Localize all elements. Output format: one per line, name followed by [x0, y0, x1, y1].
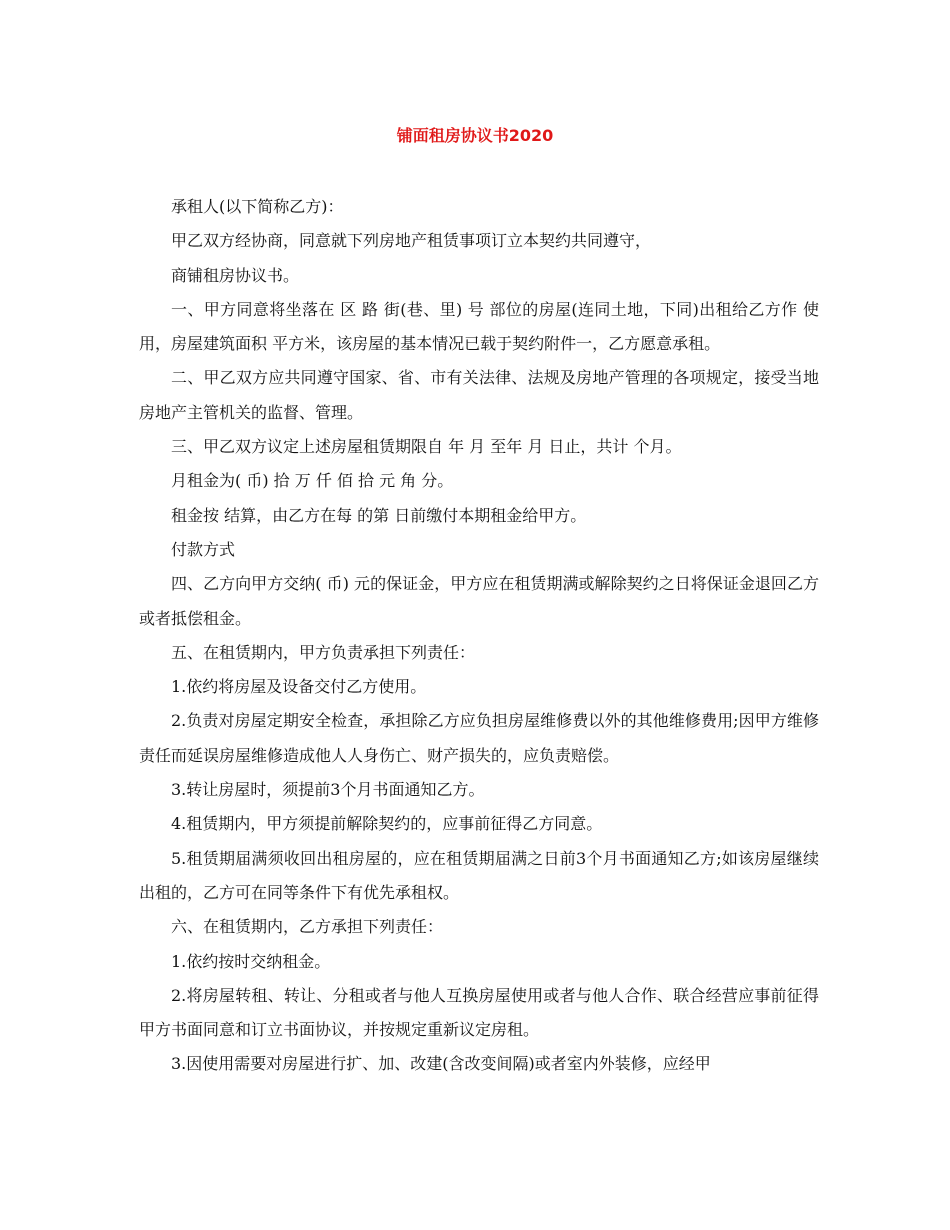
- list-item: 2.将房屋转租、转让、分租或者与他人互换房屋使用或者与他人合作、联合经营应事前征得甲方书面同意和订立书面协议，并按规定重新议定房租。: [139, 985, 819, 1040]
- paragraph-agreement-intro: 甲乙双方经协商，同意就下列房地产租赁事项订立本契约共同遵守，: [171, 231, 652, 251]
- list-item: 5.租赁期届满须收回出租房屋的，应在租赁期届满之日前3个月书面通知乙方;如该房屋继续出租的，乙方可在同等条件下有优先承租权。: [139, 848, 819, 902]
- list-item: 1.依约将房屋及设备交付乙方使用。: [171, 677, 427, 697]
- paragraph-clause-4: 四、乙方向甲方交纳( 币) 元的保证金，甲方应在租赁期满或解除契约之日将保证金退回乙方或者抵偿租金。: [139, 574, 819, 628]
- paragraph-clause-6: 六、在租赁期内，乙方承担下列责任：: [171, 917, 444, 937]
- list-item: 2.负责对房屋定期安全检查，承担除乙方应负担房屋维修费以外的其他维修费用;因甲方维修责任而延误房屋维修造成他人人身伤亡、财产损失的，应负责赔偿。: [139, 711, 819, 765]
- paragraph-rent-settlement: 租金按 结算，由乙方在每 的第 日前缴付本期租金给甲方。: [171, 505, 587, 525]
- paragraph-doc-name: 商铺租房协议书。: [171, 265, 300, 285]
- document-title: 铺面租房协议书2020: [396, 126, 554, 145]
- paragraph-payment-method: 付款方式: [171, 539, 236, 559]
- paragraph-clause-1: 一、甲方同意将坐落在 区 路 街(巷、里) 号 部位的房屋(连同土地，下同)出租给乙方作 使用，房屋建筑面积 平方米，该房屋的基本情况已载于契约附件一，乙方愿意承租。: [139, 299, 819, 354]
- list-item: 3.转让房屋时，须提前3个月书面通知乙方。: [171, 780, 485, 800]
- list-item: 3.因使用需要对房屋进行扩、加、改建(含改变间隔)或者室内外装修，应经甲: [171, 1054, 711, 1074]
- list-item: 4.租赁期内，甲方须提前解除契约的，应事前征得乙方同意。: [171, 814, 603, 834]
- paragraph-lessee: 承租人(以下简称乙方)：: [171, 197, 344, 216]
- paragraph-monthly-rent: 月租金为( 币) 拾 万 仟 佰 拾 元 角 分。: [171, 471, 454, 491]
- list-item: 1.依约按时交纳租金。: [171, 951, 331, 971]
- paragraph-clause-5: 五、在租赁期内，甲方负责承担下列责任：: [171, 642, 476, 662]
- document-body: [139, 190, 819, 1082]
- paragraph-clause-3: 三、甲乙双方议定上述房屋租赁期限自 年 月 至年 月 日止，共计 个月。: [171, 437, 682, 457]
- paragraph-clause-2: 二、甲乙双方应共同遵守国家、省、市有关法律、法规及房地产管理的各项规定，接受当地房地产主管机关的监督、管理。: [139, 368, 819, 422]
